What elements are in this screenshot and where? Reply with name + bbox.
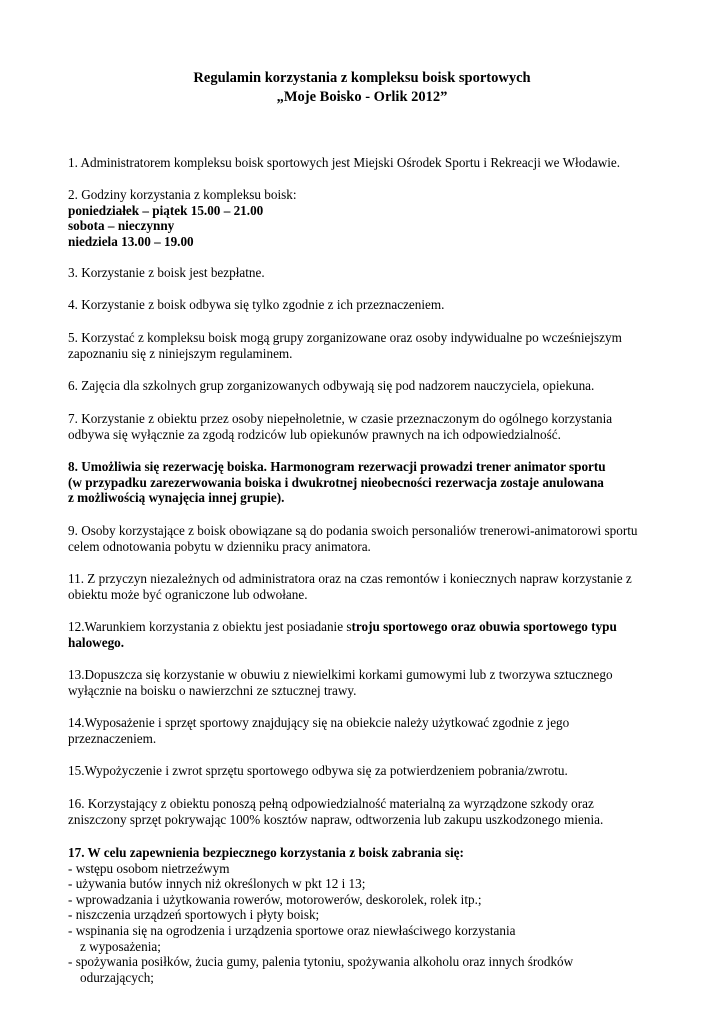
paragraph-11-line: obiektu może być ograniczone lub odwołane. bbox=[68, 586, 308, 602]
prohibition-item: - wspinania się na ogrodzenia i urządzenia sportowe oraz niewłaściwego korzystania bbox=[68, 922, 516, 938]
paragraph-4: 4. Korzystanie z boisk odbywa się tylko zgodnie z ich przeznaczeniem. bbox=[68, 297, 445, 312]
paragraph-13 bbox=[68, 667, 668, 698]
paragraph-5-line: zapoznaniu się z niniejszym regulaminem. bbox=[68, 345, 293, 361]
prohibition-item: - spożywania posiłków, żucia gumy, palenia tytoniu, spożywania alkoholu oraz innych środków bbox=[68, 954, 574, 970]
paragraph-12-bold: troju sportowego oraz obuwia sportowego typu bbox=[351, 619, 617, 634]
paragraph-8-line: z możliwością wynajęcia innej grupie). bbox=[68, 490, 285, 506]
paragraph-12-line1 bbox=[68, 619, 668, 635]
paragraph-2 bbox=[68, 187, 668, 249]
paragraph-14-line: 14.Wyposażenie i sprzęt sportowy znajdujący się na obiekcie należy użytkować zgodnie z jego bbox=[68, 715, 570, 730]
prohibition-item: - wprowadzania i użytkowania rowerów, motorowerów, deskorolek, rolek itp.; bbox=[68, 891, 482, 907]
paragraph-7-line: 7. Korzystanie z obiektu przez osoby niepełnoletnie, w czasie przeznaczonym do ogólnego korzystania bbox=[68, 411, 613, 426]
hours-sunday: niedziela 13.00 – 19.00 bbox=[68, 233, 194, 249]
paragraph-9-line: celem odnotowania pobytu w dzienniku pracy animatora. bbox=[68, 538, 371, 554]
prohibition-item: - wstępu osobom nietrzeźwym bbox=[68, 860, 230, 876]
paragraph-9-line: 9. Osoby korzystające z boisk obowiązane są do podania swoich personaliów trenerowi-animatorowi sportu bbox=[68, 523, 638, 538]
paragraph-13-line: wyłącznie na boisku o nawierzchni ze sztucznej trawy. bbox=[68, 682, 357, 698]
hours-weekdays: poniedziałek – piątek 15.00 – 21.00 bbox=[68, 202, 264, 218]
paragraph-7-line: odbywa się wyłącznie za zgodą rodziców lub opiekunów prawnych na ich odpowiedzialność. bbox=[68, 426, 561, 442]
paragraph-5 bbox=[68, 330, 668, 361]
paragraph-8-line: (w przypadku zarezerwowania boiska i dwukrotnej nieobecności rezerwacja zostaje anulowana bbox=[68, 474, 604, 490]
paragraph-7 bbox=[68, 411, 668, 442]
paragraph-13-line: 13.Dopuszcza się korzystanie w obuwiu z niewielkimi korkami gumowymi lub z tworzywa sztucznego bbox=[68, 667, 613, 682]
paragraph-11-line: 11. Z przyczyn niezależnych od administratora oraz na czas remontów i koniecznych napraw korzystanie z bbox=[68, 571, 632, 586]
paragraph-11 bbox=[68, 571, 668, 602]
prohibition-item: - niszczenia urządzeń sportowych i płyty boisk; bbox=[68, 907, 320, 923]
paragraph-14-line: przeznaczeniem. bbox=[68, 730, 157, 746]
prohibition-item-continuation: odurzających; bbox=[80, 969, 154, 985]
paragraph-17-heading: 17. W celu zapewnienia bezpiecznego korzystania z boisk zabrania się: bbox=[68, 845, 464, 860]
document-title-line1: Regulamin korzystania z kompleksu boisk sportowych bbox=[193, 70, 531, 86]
paragraph-16 bbox=[68, 796, 668, 827]
paragraph-9 bbox=[68, 523, 668, 554]
paragraph-2-intro: 2. Godziny korzystania z kompleksu boisk: bbox=[68, 187, 297, 202]
paragraph-3: 3. Korzystanie z boisk jest bezpłatne. bbox=[68, 265, 265, 280]
paragraph-17 bbox=[68, 845, 668, 985]
paragraph-16-line: 16. Korzystający z obiektu ponoszą pełną odpowiedzialność materialną za wyrządzone szkody oraz bbox=[68, 796, 594, 811]
paragraph-14 bbox=[68, 715, 668, 746]
paragraph-12 bbox=[68, 619, 668, 650]
paragraph-8 bbox=[68, 459, 668, 506]
paragraph-12-line2: halowego. bbox=[68, 634, 125, 650]
document-title-line2: „Moje Boisko - Orlik 2012” bbox=[276, 89, 448, 105]
paragraph-8-line: 8. Umożliwia się rezerwację boiska. Harmonogram rezerwacji prowadzi trener animator sportu bbox=[68, 459, 606, 474]
paragraph-15: 15.Wypożyczenie i zwrot sprzętu sportowego odbywa się za potwierdzeniem pobrania/zwrotu. bbox=[68, 763, 568, 778]
paragraph-16-line: zniszczony sprzęt pokrywając 100% kosztów napraw, odtworzenia lub zakupu uszkodzonego mienia. bbox=[68, 811, 604, 827]
prohibition-item-continuation: z wyposażenia; bbox=[80, 938, 161, 954]
hours-saturday: sobota – nieczynny bbox=[68, 218, 175, 234]
prohibition-item: - używania butów innych niż określonych w pkt 12 i 13; bbox=[68, 876, 366, 892]
paragraph-1: 1. Administratorem kompleksu boisk sportowych jest Miejski Ośrodek Sportu i Rekreacji we Włodawie. bbox=[68, 155, 621, 170]
paragraph-12-normal: 12.Warunkiem korzystania z obiektu jest posiadanie s bbox=[68, 619, 352, 634]
paragraph-5-line: 5. Korzystać z kompleksu boisk mogą grupy zorganizowane oraz osoby indywidualne po wcześniejszym bbox=[68, 330, 622, 345]
paragraph-6: 6. Zajęcia dla szkolnych grup zorganizowanych odbywają się pod nadzorem nauczyciela, opiekuna. bbox=[68, 378, 595, 393]
